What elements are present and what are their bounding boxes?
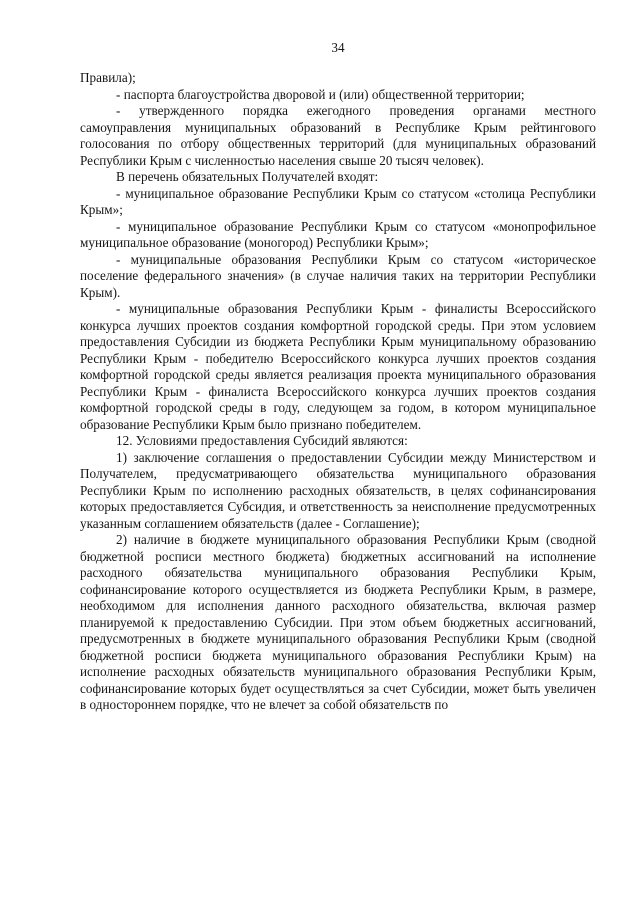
paragraph: 12. Условиями предоставления Субсидий являются: [116, 433, 408, 448]
paragraph: - паспорта благоустройства дворовой и (или) общественной территории; [116, 86, 525, 102]
document-body [80, 70, 596, 714]
paragraph: 1) заключение соглашения о предоставлении Субсидии между Министерством и Получателем, предусматривающего обязательства муниципального образования Республики Крым по исполнению расходных обязательств, в целях софинансирования которых предоставляется Субсидия, и ответственность за неисполнение предусмотренных указанным соглашением обязательств (далее - Соглашение); [80, 449, 596, 531]
paragraph: - муниципальное образование Республики Крым со статусом «столица Республики Крым»; [80, 185, 596, 217]
paragraph: - утвержденного порядка ежегодного проведения органами местного самоуправления муниципальных образований в Республике Крым рейтингового голосования по отбору общественных территорий (для муниципальных образований Республики Крым с численностью населения свыше 20 тысяч человек). [80, 103, 596, 168]
paragraph: 2) наличие в бюджете муниципального образования Республики Крым (сводной бюджетной росписи местного бюджета) бюджетных ассигнований на исполнение расходного обязательства муниципального образования Республики Крым, софинансирование которого осуществляется из бюджета Республики Крым, в размере, необходимом для исполнения данного расходного обязательства, включая размер планируемой к предоставлению Субсидии. При этом объем бюджетных ассигнований, предусмотренных в бюджете муниципального образования Республики Крым (сводной бюджетной росписи бюджета муниципального образования Республики Крым) на исполнение расходных обязательств муниципального образования Республики Крым, софинансирование которых будет осуществляться за счет Субсидии, может быть увеличен в одностороннем порядке, что не влечет за собой обязательств по [80, 532, 596, 712]
page-number: 34 [331, 40, 345, 55]
paragraph: - муниципальные образования Республики Крым - финалисты Всероссийского конкурса лучших проектов создания комфортной городской среды. При этом условием предоставления Субсидии из бюджета Республики Крым муниципальному образованию Республики Крым - победителю Всероссийского конкурса лучших проектов создания комфортной городской среды является реализация проекта муниципального образования Республики Крым - финалиста Всероссийского конкурса лучших проектов создания комфортной городской среды в году, следующем за годом, в котором муниципальное образование Республики Крым было признано победителем. [80, 301, 596, 432]
paragraph: - муниципальные образования Республики Крым со статусом «историческое поселение федерального значения» (в случае наличия таких на территории Республики Крым). [80, 251, 596, 300]
paragraph: В перечень обязательных Получателей входят: [116, 169, 379, 184]
paragraph: Правила); [80, 70, 136, 85]
paragraph: - муниципальное образование Республики Крым со статусом «монопрофильное муниципальное образование (моногород) Республики Крым»; [80, 218, 596, 250]
